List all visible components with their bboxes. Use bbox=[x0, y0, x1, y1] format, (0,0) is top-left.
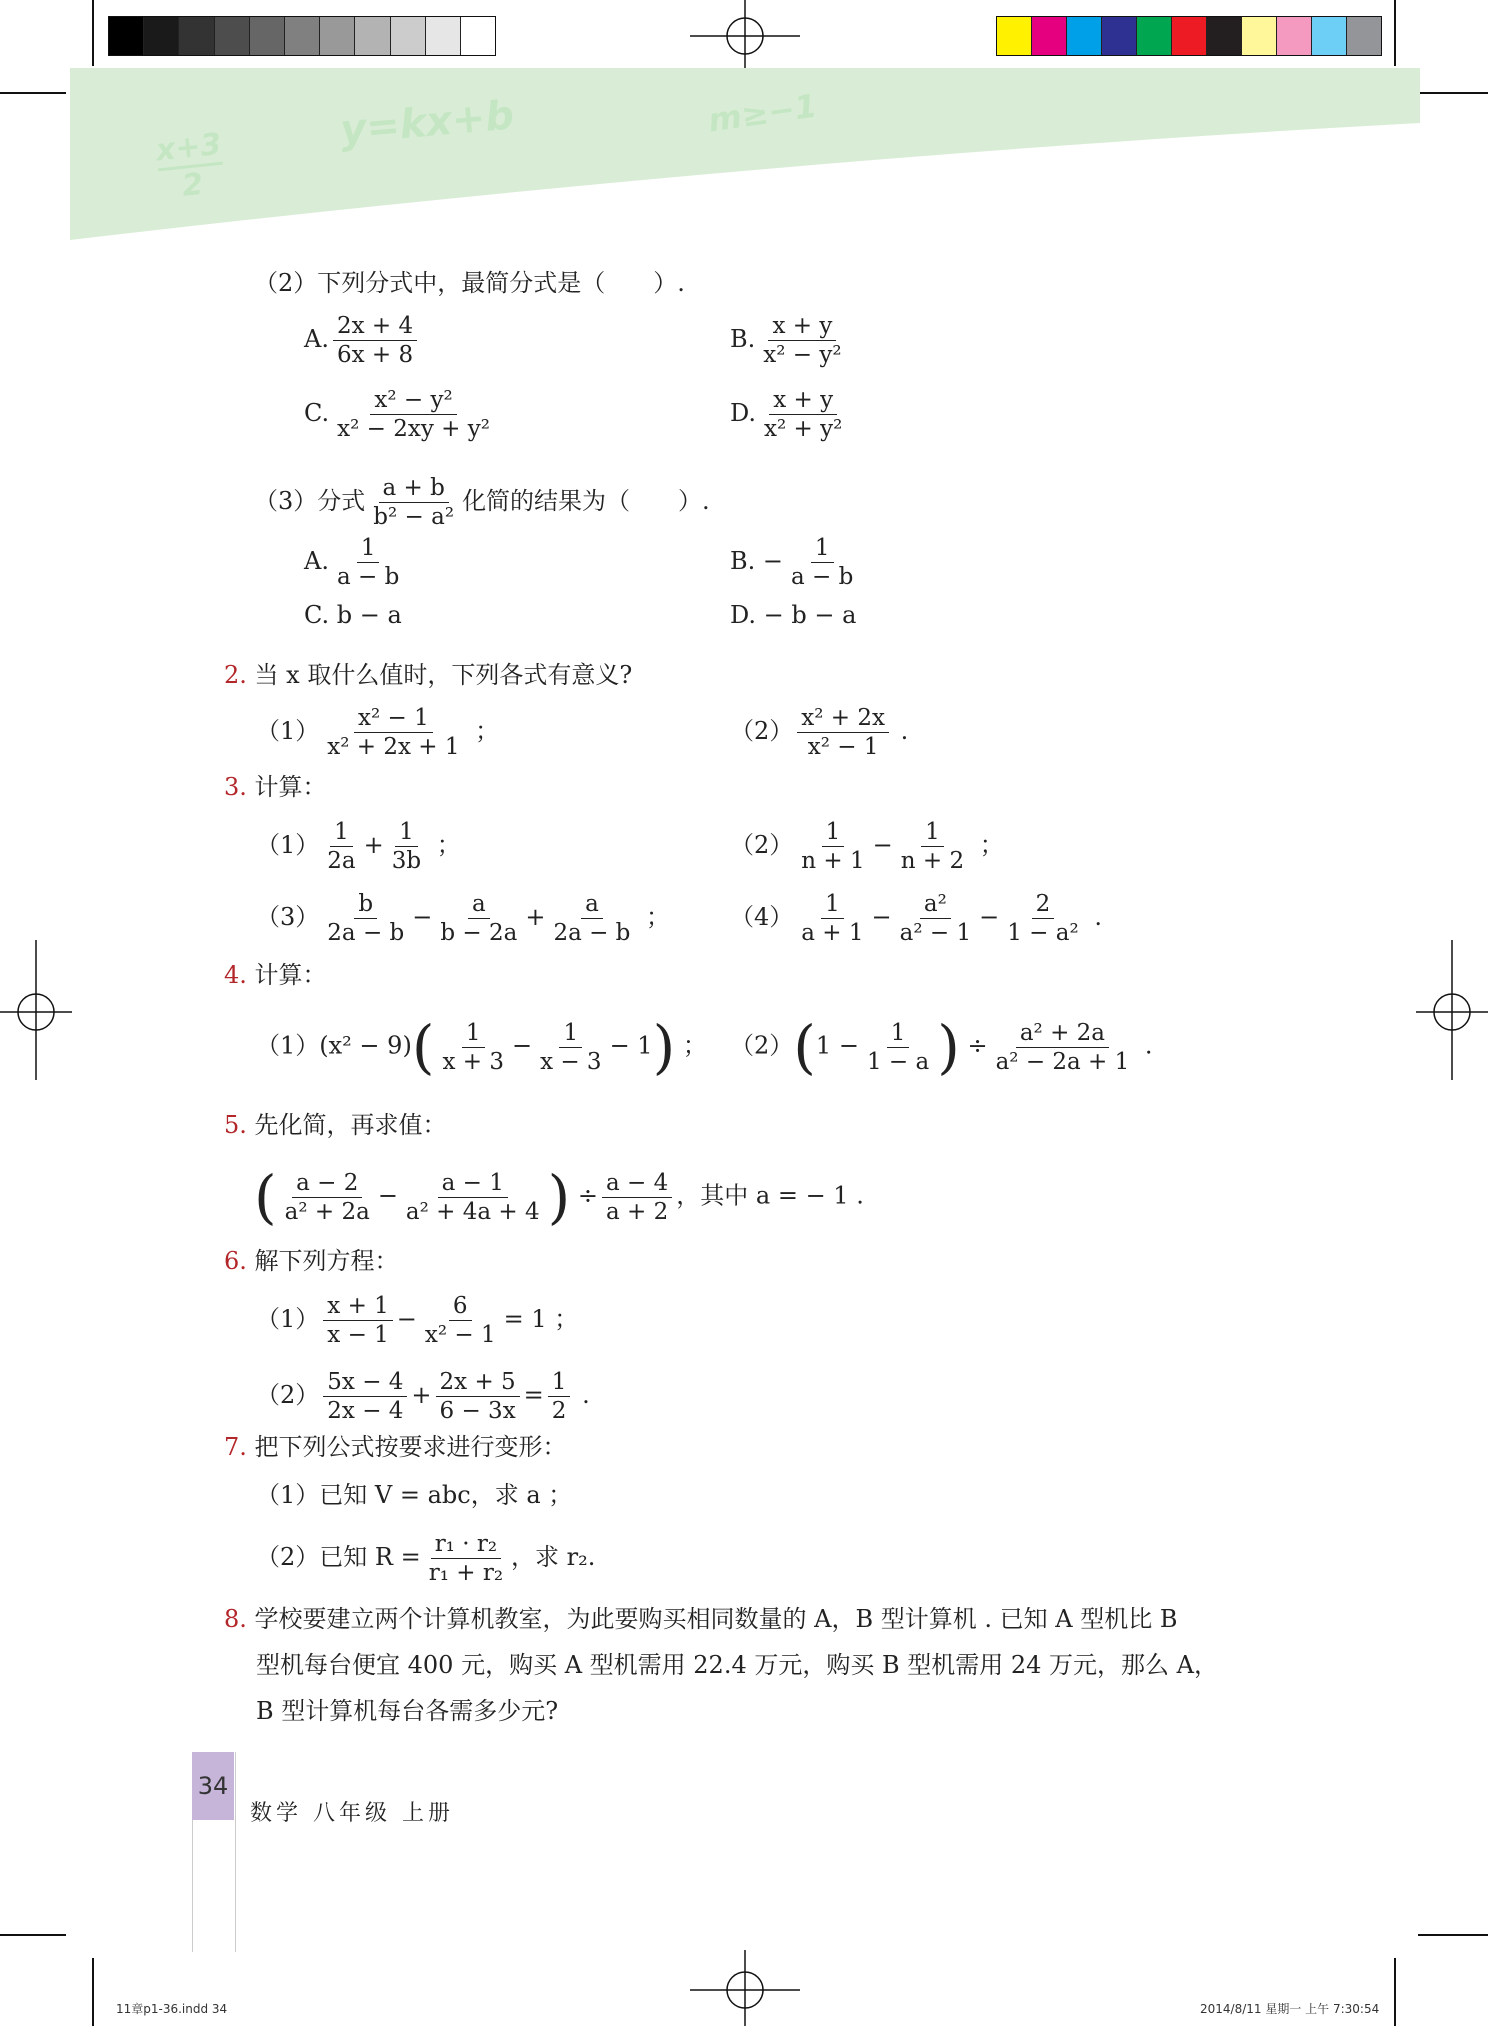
problem-3-stem: 3. 计算： bbox=[224, 773, 327, 801]
color-swatch bbox=[144, 17, 179, 55]
problem-6-stem: 6. 解下列方程： bbox=[224, 1247, 399, 1275]
problem-8-line-2: 型机每台便宜 400 元，购买 A 型机需用 22.4 万元，购买 B 型机需用 24 万元，那么 A， bbox=[256, 1651, 1219, 1679]
fraction: $\frac{1}{a - b}$ bbox=[336, 535, 400, 590]
crop-mark bbox=[0, 92, 66, 94]
option-b: B. − $\frac{1}{a - b}$ bbox=[730, 534, 861, 591]
problem-7-part-1: （1）已知 V = abc，求 a ； bbox=[256, 1481, 573, 1509]
registration-mark-top-icon bbox=[690, 0, 800, 70]
color-calibration-bar bbox=[996, 16, 1382, 56]
problem-2-part-1: （1） $\frac{\text{x² − 1}}{\text{x² + 2x + 1}}$ ； bbox=[256, 705, 500, 760]
color-swatch bbox=[1137, 17, 1172, 55]
color-swatch bbox=[1347, 17, 1381, 55]
problem-4-stem: 4. 计算： bbox=[224, 961, 327, 989]
color-swatch bbox=[320, 17, 355, 55]
color-swatch bbox=[285, 17, 320, 55]
fraction: $\frac{2x + 4}{6x + 8}$ bbox=[333, 312, 417, 369]
color-swatch bbox=[1102, 17, 1137, 55]
crop-mark bbox=[92, 1958, 94, 2026]
problem-6-part-2: （2） $\frac{5x - 4}{2x - 4}$ + $\frac{2x + 5}{6 - 3x}$ = $\frac{1}{2}$ . bbox=[256, 1369, 590, 1424]
crop-mark bbox=[1394, 1958, 1396, 2026]
problem-3-part-2: （2） $\frac{1}{n + 1}$ − $\frac{1}{n + 2}$ ； bbox=[730, 819, 1004, 874]
color-swatch bbox=[1172, 17, 1207, 55]
problem-2-part-2: （2） $\frac{\text{x² + 2x}}{\text{x² − 1}}$ . bbox=[730, 705, 909, 760]
problem-4-part-1: （1）(x² − 9)( $\frac{1}{x + 3}$ − $\frac{1}{x - 3}$ − 1) ； bbox=[256, 1013, 707, 1081]
crop-mark bbox=[0, 1934, 66, 1936]
problem-6-part-1: （1） $\frac{x + 1}{x - 1}$ − $\frac{6}{\text{x² − 1}}$ = 1 ； bbox=[256, 1293, 579, 1348]
color-swatch bbox=[1242, 17, 1277, 55]
banner-formula-linear: y=kx+b bbox=[338, 92, 516, 154]
question-1-2-stem: （2）下列分式中，最简分式是（ ）. bbox=[254, 269, 685, 297]
registration-mark-bottom-icon bbox=[690, 1950, 800, 2026]
banner-formula-fraction: x+3 2 bbox=[154, 126, 224, 204]
option-a: A. $\frac{2x + 4}{6x + 8}$ bbox=[304, 312, 421, 369]
option-c: C. b − a bbox=[304, 601, 402, 629]
file-slug: 11章p1-36.indd 34 bbox=[116, 2002, 228, 2016]
problem-3-part-3: （3） $\frac{b}{2a - b}$ − $\frac{a}{b - 2a}$ + $\frac{a}{2a - b}$ ； bbox=[256, 891, 671, 946]
fraction: $\frac{x + y}{\text{x² − y²}}$ bbox=[763, 313, 842, 368]
page-number: 34 bbox=[197, 1772, 229, 1800]
color-swatch bbox=[461, 17, 495, 55]
problem-8-line-1: 8. 学校要建立两个计算机教室，为此要购买相同数量的 A，B 型计算机 . 已知 A 型机比 B bbox=[224, 1605, 1178, 1633]
color-swatch bbox=[355, 17, 390, 55]
option-b: B. $\frac{x + y}{\text{x² − y²}}$ bbox=[730, 312, 850, 369]
option-d: D. $\frac{x + y}{\text{x² + y²}}$ bbox=[730, 386, 850, 443]
problem-7-stem: 7. 把下列公式按要求进行变形： bbox=[224, 1433, 567, 1461]
timestamp-slug: 2014/8/11 星期一 上午 7:30:54 bbox=[1200, 2002, 1380, 2016]
color-swatch bbox=[1312, 17, 1347, 55]
color-swatch bbox=[109, 17, 144, 55]
option-a: A. $\frac{1}{a - b}$ bbox=[304, 534, 407, 591]
banner-formula-inequality: m≥−1 bbox=[705, 86, 820, 140]
fraction: $\frac{a + b}{\text{b² − a²}}$ bbox=[373, 475, 455, 530]
color-swatch bbox=[997, 17, 1032, 55]
problem-2-stem: 2. 当 x 取什么值时，下列各式有意义? bbox=[224, 661, 633, 689]
color-swatch bbox=[250, 17, 285, 55]
registration-mark-left-icon bbox=[0, 940, 72, 1080]
color-swatch bbox=[1277, 17, 1312, 55]
fraction: $\frac{x + y}{\text{x² + y²}}$ bbox=[764, 387, 843, 442]
crop-mark bbox=[1418, 1934, 1488, 1936]
option-c: C. $\frac{\text{x² − y²}}{\text{x² − 2xy + y²}}$ bbox=[304, 386, 498, 443]
color-swatch bbox=[391, 17, 426, 55]
problem-3-part-4: （4） $\frac{1}{a + 1}$ − $\frac{\text{a²}}{\text{a² − 1}}$ − $\frac{2}{\text{1 − a²}}$ . bbox=[730, 891, 1102, 946]
registration-mark-right-icon bbox=[1416, 940, 1488, 1080]
grayscale-calibration-bar bbox=[108, 16, 496, 56]
fraction: $\frac{1}{a - b}$ bbox=[791, 535, 854, 590]
crop-mark bbox=[92, 0, 94, 66]
color-swatch bbox=[215, 17, 250, 55]
color-swatch bbox=[1067, 17, 1102, 55]
problem-7-part-2: （2）已知 R = $\frac{\text{r₁ · r₂}}{\text{r₁ + r₂}}$ ，求 r₂. bbox=[256, 1531, 596, 1586]
color-swatch bbox=[1207, 17, 1242, 55]
crop-mark bbox=[1418, 92, 1488, 94]
question-1-3-stem: （3）分式 $\frac{a + b}{\text{b² − a²}}$ 化简的结果为（ ）. bbox=[254, 475, 710, 530]
color-swatch bbox=[179, 17, 214, 55]
problem-8-line-3: B 型计算机每台各需多少元? bbox=[256, 1697, 559, 1725]
problem-5-expression: ( $\frac{a - 2}{\text{a² + 2a}}$ − $\frac{a - 1}{\text{a² + 4a + 4}}$ ) ÷ $\frac{a - 4}{a + 2}$ ，其中 a = − 1 . bbox=[254, 1163, 864, 1231]
problem-4-part-2: （2）(1 − $\frac{1}{1 - a}$ ) ÷ $\frac{\text{a² + 2a}}{\text{a² − 2a + 1}}$ . bbox=[730, 1013, 1153, 1081]
problem-5-stem: 5. 先化简，再求值： bbox=[224, 1111, 447, 1139]
option-d: D. − b − a bbox=[730, 601, 857, 629]
crop-mark bbox=[1394, 0, 1396, 66]
color-swatch bbox=[1032, 17, 1067, 55]
header-banner bbox=[70, 68, 1420, 240]
fraction: $\frac{\text{x² − y²}}{\text{x² − 2xy + y²}}$ bbox=[337, 387, 490, 442]
book-title: 数学 八年级 上册 bbox=[250, 1801, 454, 1826]
color-swatch bbox=[426, 17, 461, 55]
problem-3-part-1: （1） $\frac{1}{2a}$ + $\frac{1}{3b}$ ； bbox=[256, 819, 461, 874]
